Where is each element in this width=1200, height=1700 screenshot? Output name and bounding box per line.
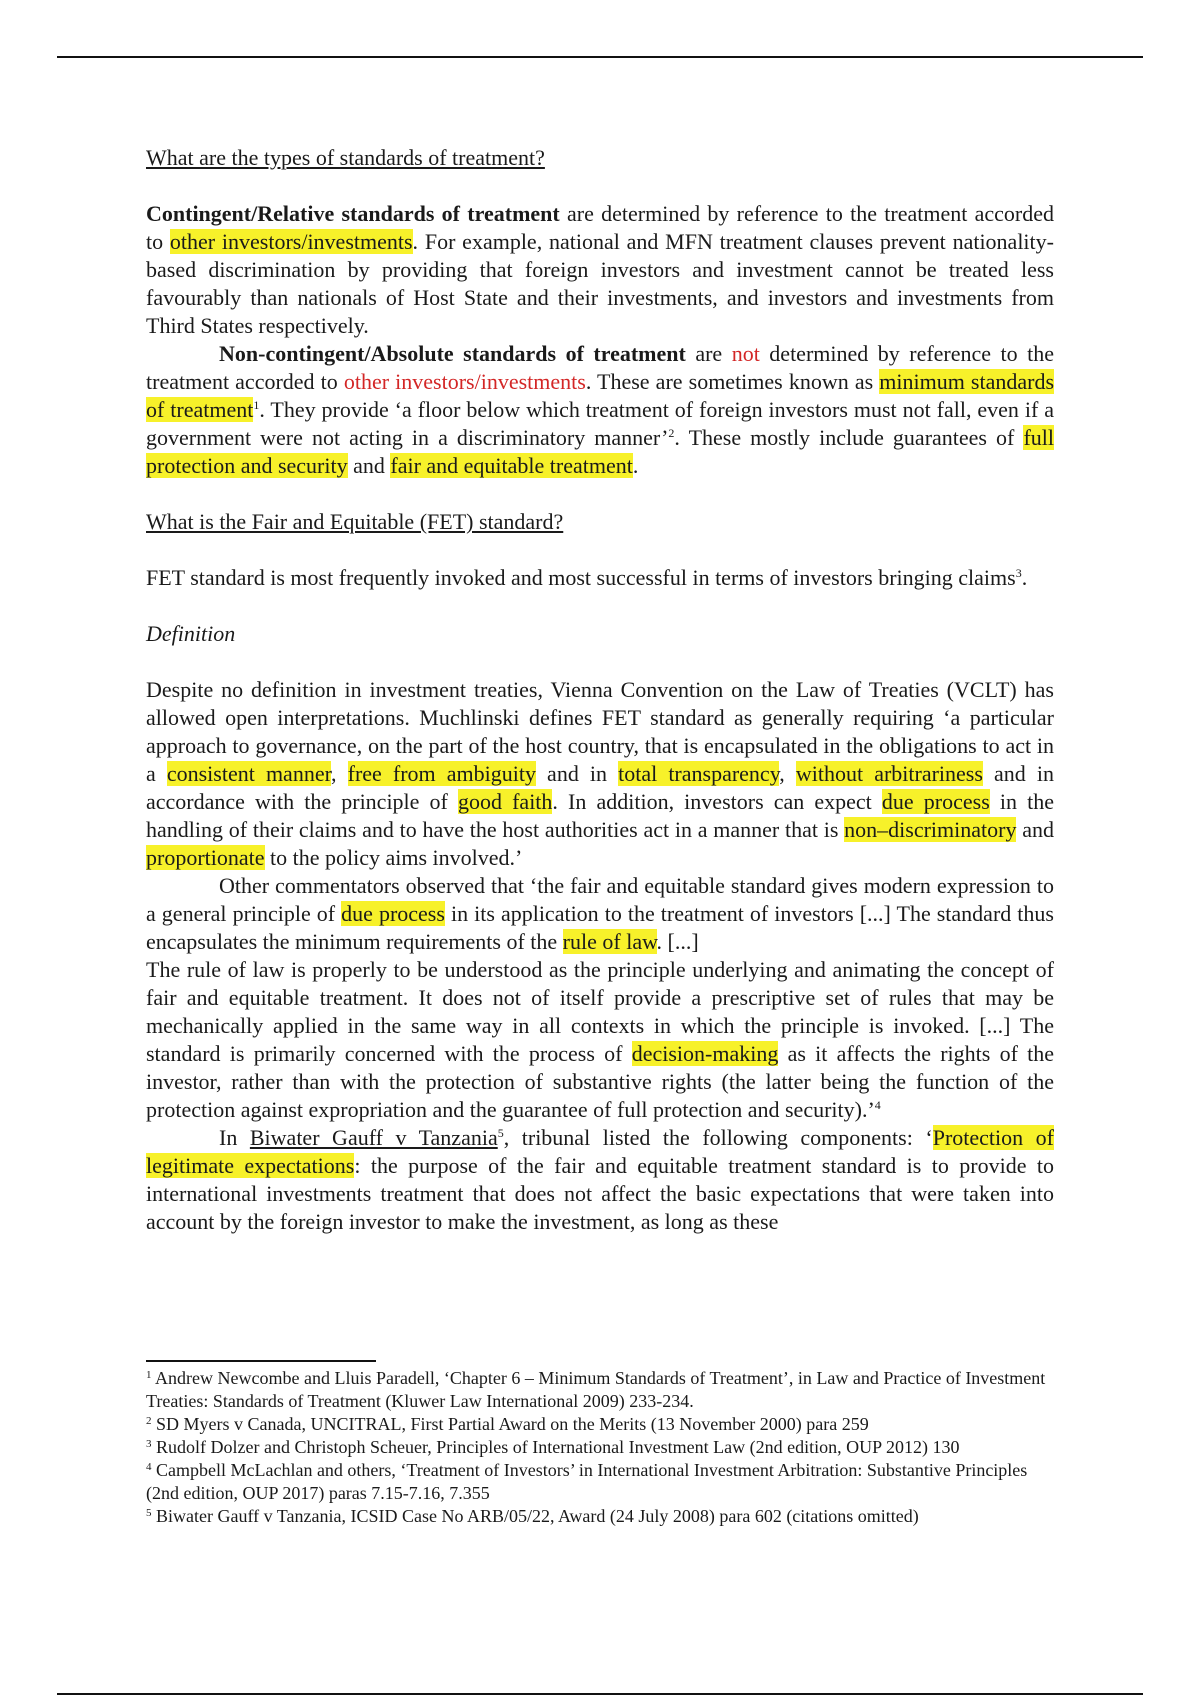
red-text: other investors/investments [343, 369, 586, 394]
paragraph-fet-intro: FET standard is most frequently invoked and most successful in terms of investors bringing claims$^3$. [146, 565, 1028, 590]
footnote-separator [146, 1360, 376, 1362]
highlight: consistent manner [166, 761, 332, 786]
highlight: due process [341, 901, 445, 926]
footnote-ref-1[interactable]: 1 [253, 398, 260, 412]
footnote-ref-4[interactable]: 4 [874, 1098, 881, 1112]
top-rule [57, 56, 1143, 58]
footnote-5: $^5$ Biwater Gauff v Tanzania, ICSID Case No ARB/05/22, Award (24 July 2008) para 602 (citations omitted) [146, 1506, 919, 1526]
highlight: free from ambiguity [347, 761, 536, 786]
highlight: minimum standards of treatment [146, 369, 1055, 422]
highlight: without arbitrariness [795, 761, 983, 786]
bold-term-contingent: Contingent/Relative standards of treatment [146, 201, 560, 226]
heading-definition: Definition [146, 621, 236, 646]
highlight: fair and equitable treatment [390, 453, 633, 478]
footnote-2: $^2$ SD Myers v Canada, UNCITRAL, First Partial Award on the Merits (13 November 2000) para 259 [146, 1414, 869, 1434]
bottom-rule [57, 1693, 1143, 1695]
highlight: rule of law [562, 929, 657, 954]
highlight: full protection and security [146, 425, 1054, 478]
footnote-4: $^4$ Campbell McLachlan and others, ‘Treatment of Investors’ in International Investment Arbitration: Substantive Principles (2nd edition, OUP 2017) paras 7.15-7.16, 7.355 [146, 1460, 1028, 1503]
highlight: proportionate [146, 845, 265, 870]
paragraph-rule-of-law: The rule of law is properly to be understood as the principle underlying and animating the concept of fair and equitable treatment. It does not of itself provide a prescriptive set of rules that may be mechanically applied in the same way in all contexts in which the principle is invoked. [...] The standard is primarily concerned with the process of decision-making as it affects the rights of the investor, rather than with the protection of substantive rights (the latter being the function of the protection against expropriation and the guarantee of full protection and security).’$^4$ [146, 957, 1055, 1122]
highlight: other investors/investments [169, 229, 413, 254]
red-text: not [731, 341, 760, 366]
highlight: total transparency [618, 761, 780, 786]
footnotes [146, 1367, 1054, 1528]
case-name-biwater: Biwater Gauff v Tanzania [249, 1125, 498, 1150]
heading-fet-standard: What is the Fair and Equitable (FET) standard? [146, 509, 564, 534]
highlight: non–discriminatory [844, 817, 1017, 842]
footnote-3: $^3$ Rudolf Dolzer and Christoph Scheuer, Principles of International Investment Law (2nd edition, OUP 2012) 130 [146, 1437, 960, 1457]
highlight: good faith [457, 789, 553, 814]
bold-term-non-contingent: Non-contingent/Absolute standards of treatment [219, 341, 686, 366]
paragraph-biwater: In Biwater Gauff v Tanzania$^5$, tribunal listed the following components: ‘Protection of legitimate expectations: the purpose of the fair and equitable treatment standard is to provide to international investments treatment that does not affect the basic expectations that were taken into account by the foreign investor to make the investment, as long as these [146, 1125, 1055, 1234]
paragraph-commentators: Other commentators observed that ‘the fair and equitable standard gives modern expression to a general principle of due process in its application to the treatment of investors [...] The standard thus encapsulates the minimum requirements of the rule of law. [...] [146, 873, 1054, 954]
paragraph-non-contingent: Non-contingent/Absolute standards of treatment are not determined by reference to the treatment accorded to other investors/investments. These are sometimes known as minimum standards of treatment$^1$. They provide ‘a floor below which treatment of foreign investors must not fall, even if a government were not acting in a discriminatory manner’$^2$. These mostly include guarantees of full protection and security and fair and equitable treatment. [146, 341, 1055, 478]
paragraph-definition: Despite no definition in investment treaties, Vienna Convention on the Law of Treaties (VCLT) has allowed open interpretations. Muchlinski defines FET standard as generally requiring ‘a particular approach to governance, on the part of the host country, that is encapsulated in the obligations to act in a consistent manner, free from ambiguity and in total transparency, without arbitrariness and in accordance with the principle of good faith. In addition, investors can expect due process in the handling of their claims and to have the host authorities act in a manner that is non–discriminatory and proportionate to the policy aims involved.’ [146, 677, 1055, 870]
document-body [146, 144, 1054, 1236]
highlight: due process [881, 789, 990, 814]
highlight: Protection of legitimate expectations [146, 1125, 1055, 1178]
paragraph-contingent: Contingent/Relative standards of treatment are determined by reference to the treatment accorded to other investors/investments. For example, national and MFN treatment clauses prevent nationality-based discrimination by providing that foreign investors and investment cannot be treated less favourably than nationals of Host State and their investments, and investors and investments from Third States respectively. [146, 201, 1054, 338]
heading-types-of-standards: What are the types of standards of treatment? [146, 145, 545, 170]
highlight: decision-making [631, 1041, 779, 1066]
footnote-ref-5[interactable]: 5 [497, 1126, 504, 1140]
footnote-ref-3[interactable]: 3 [1015, 566, 1022, 580]
footnote-ref-2[interactable]: 2 [668, 426, 675, 440]
footnote-1: $^1$ Andrew Newcombe and Lluis Paradell, ‘Chapter 6 – Minimum Standards of Treatment’, in Law and Practice of Investment Treaties: Standards of Treatment (Kluwer Law International 2009) 233-234. [146, 1368, 1046, 1411]
